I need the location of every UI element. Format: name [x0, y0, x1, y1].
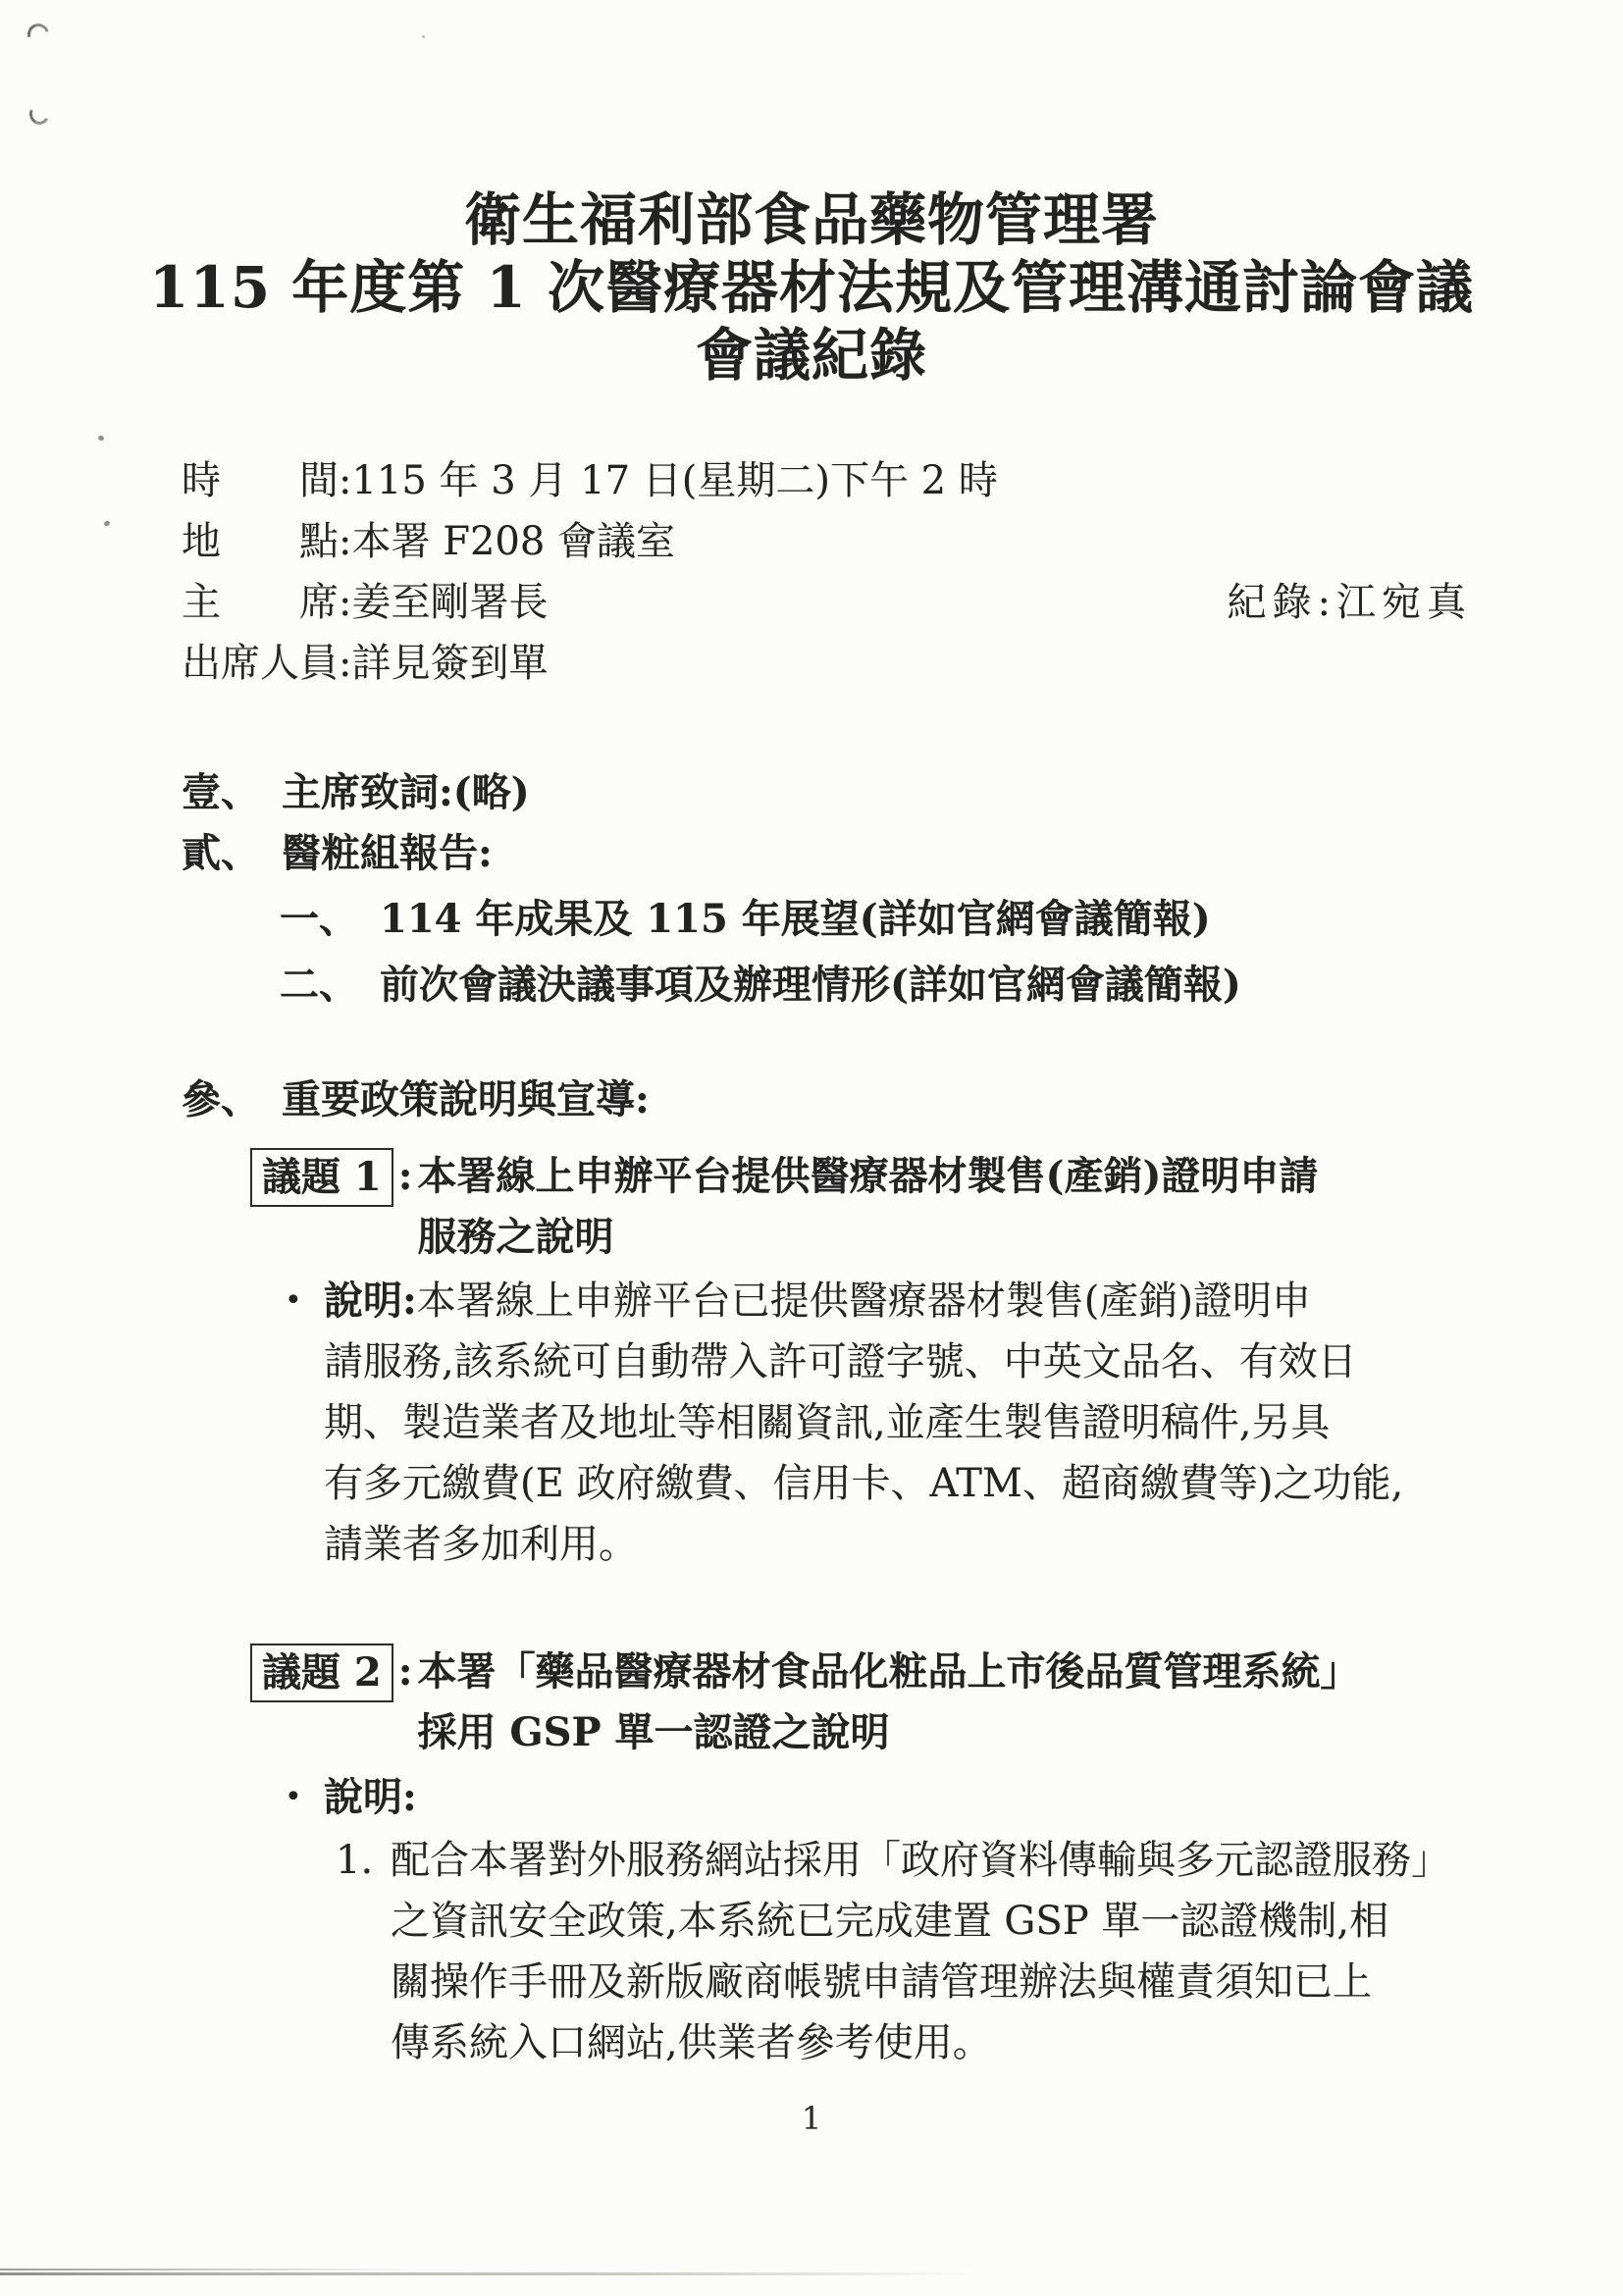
meta-label-chair: 主 席:	[182, 580, 352, 625]
meta-value-chair: 姜至剛署長	[351, 580, 549, 625]
section-3-policy	[182, 1070, 1525, 1130]
topic-2	[250, 1642, 1525, 1763]
topic-1-explanation	[283, 1271, 1525, 1575]
topic-colon: :	[397, 1648, 413, 1695]
topic-2-title-line-1: 本署「藥品醫療器材食品化粧品上市後品質管理系統」	[417, 1648, 1360, 1695]
report-item-1	[280, 889, 1525, 950]
numbered-item-line: 配合本署對外服務網站採用「政府資料傳輸與多元認證服務」	[391, 1838, 1450, 1883]
scan-artifact-curl	[26, 101, 52, 127]
explanation-line: 有多元繳費(E 政府繳費、信用卡、ATM、超商繳費等)之功能,	[324, 1461, 1404, 1506]
meta-value-attendees: 詳見簽到單	[351, 641, 549, 686]
meta-row-chair	[182, 572, 1525, 633]
explanation-line: 期、製造業者及地址等相關資訊,並產生製售證明稿件,另具	[324, 1400, 1331, 1445]
section-text: 醫粧組報告:	[282, 830, 493, 876]
item-number: 二、	[280, 962, 358, 1008]
topic-2-title	[418, 1642, 1525, 1763]
meta-row-location	[182, 511, 1525, 572]
scan-artifact-curl	[24, 20, 53, 49]
scan-speck	[97, 435, 104, 442]
document-title	[98, 186, 1525, 390]
title-meeting-name: 115 年度第 1 次醫療器材法規及管理溝通討論會議	[148, 254, 1474, 321]
meta-value-time: 115 年 3 月 17 日(星期二)下午 2 時	[351, 458, 998, 503]
page-number: 1	[801, 2100, 822, 2137]
title-minutes-label: 會議紀錄	[695, 322, 927, 389]
topic-2-explanation-heading	[283, 1767, 1525, 1828]
scan-speck	[103, 520, 111, 527]
topic-1-title-line-2: 服務之說明	[417, 1214, 614, 1260]
section-text: 主席致詞:(略)	[282, 769, 530, 815]
meta-row-time	[182, 450, 1525, 511]
scan-speck	[422, 35, 425, 38]
explanation-line	[324, 1271, 1525, 1331]
explanation-line: 請業者多加利用。	[324, 1522, 638, 1567]
report-item-2	[280, 955, 1525, 1016]
explanation-label: 說明:	[324, 1278, 417, 1324]
agenda-sections	[128, 762, 1525, 1130]
numbered-item-line: 之資訊安全政策,本系統已完成建置 GSP 單一認證機制,相	[391, 1899, 1389, 1944]
bottom-scan-line	[0, 2272, 981, 2275]
section-number: 參、	[182, 1076, 260, 1122]
bottom-scan-line-secondary	[0, 2269, 422, 2270]
document-body	[128, 186, 1525, 2073]
explanation-label: 說明:	[324, 1774, 417, 1820]
topic-1-title-line-1: 本署線上申辦平台提供醫療器材製售(產銷)證明申請	[417, 1153, 1319, 1199]
item-number: 一、	[280, 896, 358, 942]
meta-value-location: 本署 F208 會議室	[351, 519, 676, 564]
explanation-text: 本署線上申辦平台已提供醫療器材製售(產銷)證明申	[416, 1278, 1311, 1324]
meta-label-location: 地 點:	[182, 519, 352, 564]
numbered-item-line: 關操作手冊及新版廠商帳號申請管理辦法與權責須知已上	[391, 1959, 1372, 2005]
bullet-icon: •	[285, 1780, 302, 1814]
numbered-item-1	[336, 1830, 1525, 2073]
section-text: 重要政策說明與宣導:	[282, 1076, 650, 1122]
recorder-note: 紀錄:江宛真	[1227, 580, 1472, 625]
section-number: 貳、	[182, 830, 260, 876]
item-marker: 1.	[336, 1838, 374, 1883]
topic-1	[250, 1146, 1525, 1268]
meta-label-time: 時 間:	[182, 458, 352, 503]
bullet-icon: •	[285, 1283, 302, 1318]
topic-2-title-line-2: 採用 GSP 單一認證之說明	[417, 1709, 890, 1755]
title-organization: 衛生福利部食品藥物管理署	[463, 186, 1159, 253]
meeting-meta	[182, 450, 1525, 694]
item-text: 前次會議決議事項及辦理情形(詳如官網會議簡報)	[380, 962, 1241, 1008]
section-1-chair-remarks	[182, 762, 1525, 823]
explanation-line: 請服務,該系統可自動帶入許可證字號、中英文品名、有效日	[324, 1339, 1357, 1384]
numbered-item-line: 傳系統入口網站,供業者參考使用。	[391, 2020, 992, 2065]
section-number: 壹、	[182, 769, 260, 815]
meta-row-attendees	[182, 633, 1525, 694]
section-2-division-report	[182, 823, 1525, 884]
meta-label-attendees: 出席人員:	[182, 641, 352, 686]
topic-2-box-label: 議題 2	[250, 1644, 393, 1702]
topic-1-box-label: 議題 1	[250, 1148, 393, 1207]
item-text: 114 年成果及 115 年展望(詳如官網會議簡報)	[380, 896, 1211, 942]
topic-1-title	[418, 1146, 1525, 1268]
topic-colon: :	[397, 1153, 413, 1199]
